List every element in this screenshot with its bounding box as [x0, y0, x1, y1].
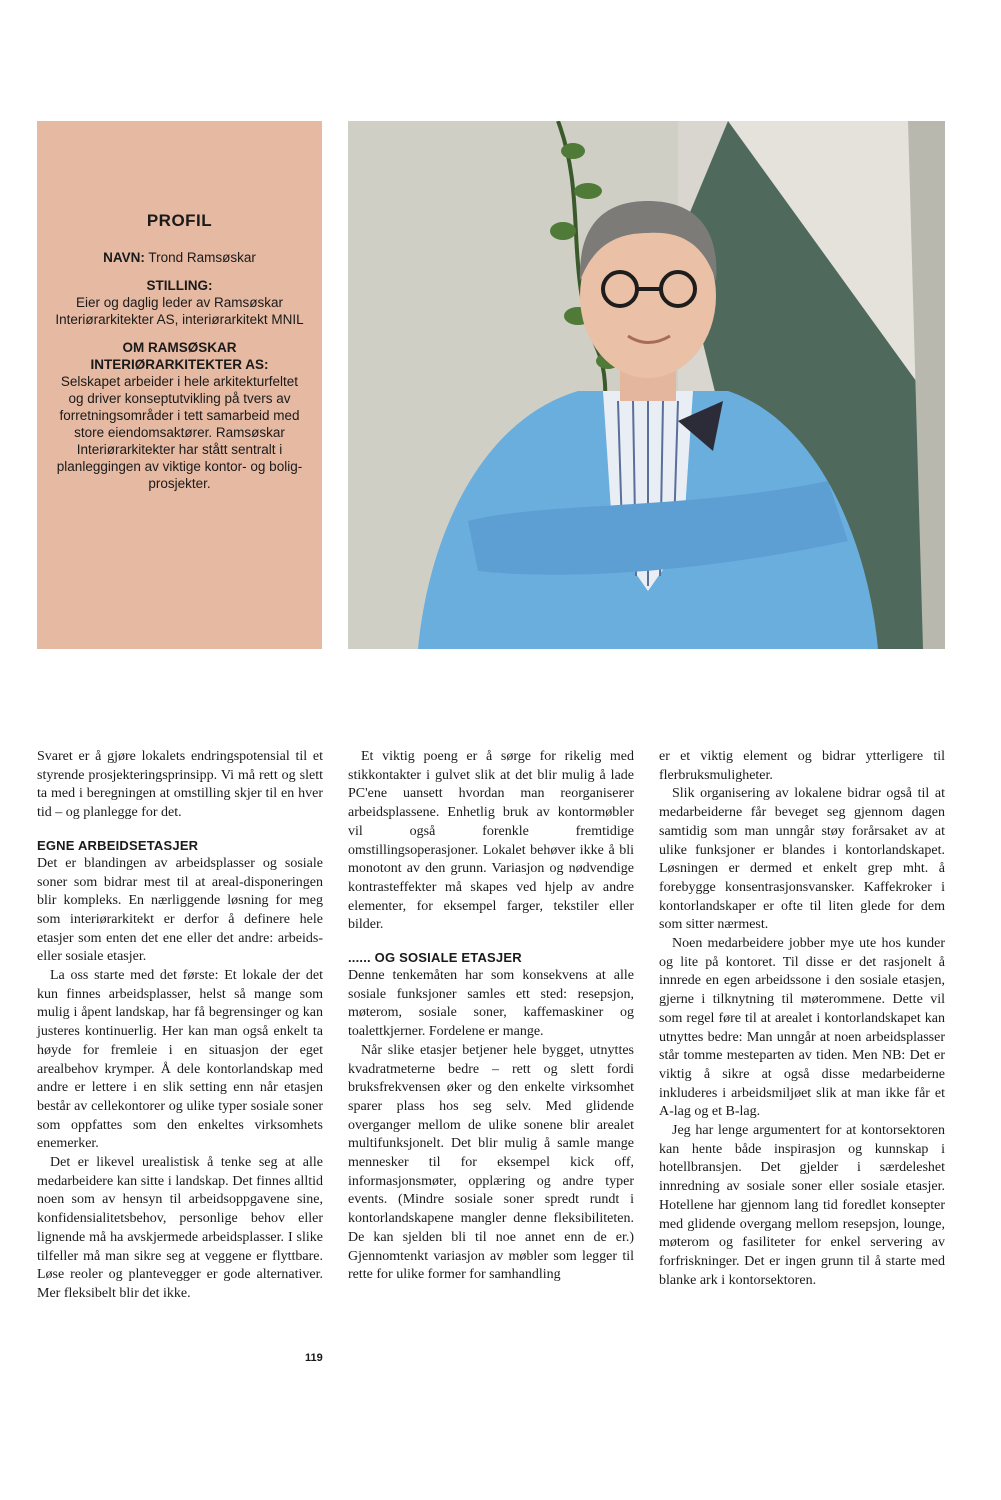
- portrait-photo: [348, 121, 945, 649]
- about-label: OM RAMSØSKAR INTERIØRARKITEKTER AS:: [90, 340, 269, 372]
- profile-box: [37, 121, 322, 649]
- paragraph: Når slike etasjer betjener hele bygget, utnyttes kvadratmeterne bedre – rett og slett fordi bruksfrekvensen øker og den enkelte virksomhet sparer plass hos seg selv. Med glidende overganger mellom de ulike sonene blir arealet multifunksjonelt. Det blir mulig å samle mange mennesker til for eksempel kick off, informasjonsmøter, opplæring og andre typer events. (Mindre sosiale soner spredt rundt i kontorlandskapene mangler denne fleksibiliteten. De kan sjelden bli til noe annet enn de er.) Gjennomtenkt variasjon av møbler som legger til rette for ulike former for samhandling: [348, 1042, 634, 1283]
- name-label: NAVN:: [103, 250, 145, 265]
- profile-about: [55, 339, 304, 492]
- article-column-1: [37, 748, 323, 1304]
- section-heading: ...... OG SOSIALE ETASJER: [348, 950, 522, 966]
- paragraph: Et viktig poeng er å sørge for rikelig med stikkontakter i gulvet slik at det blir mulig å lade PC'ene uansett hvordan man reorganiserer arbeidsplassene. Enhetlig bruk av kontormøbler vil også forenkle fremtidige omstillingsoperasjoner. Lokalet behøver ikke å bli monotont av den grunn. Variasjon og nødvendige kontrasteffekter må skapes ved hjelp av andre elementer, for eksempel farger, tekstiler eller bilder.: [348, 749, 634, 933]
- article-column-3: [659, 748, 945, 1290]
- article-column-2: [348, 748, 634, 1285]
- page-number: 119: [305, 1352, 323, 1364]
- paragraph: Noen medarbeidere jobber mye ute hos kunder og lite på kontoret. Til disse er det rasjonelt å innrede en egen arbeidssone i den sosiale etasjen, gjerne i tilknytning til møterommene. Dette vil som regel føre til at arealet i kontorlandskapet kan utnyttes bedre: Man unngår at noen arbeidsplasser står tomme mesteparten av tiden. Men NB: Det er viktig å sikre at også disse medarbeiderne inkluderes i arbeidsmiljøet slik at man ikke får et A-lag og et B-lag.: [659, 936, 945, 1120]
- paragraph: Det er likevel urealistisk å tenke seg at alle medarbeidere kan sitte i landskap. Det finnes alltid noen som av hensyn til arbeidsoppgavene sine, konfidensialitetsbehov, personlige behov eller lignende må ha avskjermede arbeidsplasser. I slike tilfeller må man sikre seg at veggene er flyttbare. Løse reoler og plantevegger er gode alternativer. Mer fleksibelt blir det ikke.: [37, 1155, 323, 1301]
- profile-name: [55, 249, 304, 266]
- portrait-illustration: [348, 121, 945, 649]
- paragraph: La oss starte med det første: Et lokale der det kun finnes arbeidsplasser, helst så mange som mulig i åpent landskap, har få begrensinger og kan justeres kontinuerlig. Her kan man også enkelt ta høyde for fremleie i en situasjon der eget arealbehov krymper. Å dele kontorlandskap med andre er lettere i en slik setting enn når etasjen består av cellekontorer og ulike typer sosiale soner som oppfattes som den enkeltes virksomhets enemerker.: [37, 968, 323, 1152]
- paragraph: Svaret er å gjøre lokalets endringspotensial til et styrende prosjekteringsprinsipp. Vi må rett og slett ta med i beregningen at omstilling skjer til en hver tid – og planlegge for det.: [37, 749, 323, 821]
- about-value: Selskapet arbeider i hele arkitekturfeltet og driver konseptutvikling på tvers av forretningsområder i tett samarbeid med store eiendomsaktører. Ramsøskar Interiørarkitekter har stått sentralt i planleggingen av viktige kontor- og bolig-prosjekter.: [56, 374, 303, 491]
- profile-position: [55, 277, 304, 328]
- name-value: Trond Ramsøskar: [148, 250, 256, 265]
- paragraph: Slik organisering av lokalene bidrar også til at medarbeiderne får beveget seg gjennom dagen samtidig som man unngår støy forårsaket av at ulike funksjoner er blandes i kontorlandskapet. Løsningen er dermed et enkelt grep mht. å forebygge konsentrasjonsvansker. Kaffekroker i kontorlandskaper er ofte til liten glede for dem som sitter nærmest.: [659, 786, 945, 933]
- paragraph: Denne tenkemåten har som konsekvens at alle sosiale funksjoner samles ett sted: resepsjon, møterom, sosiale soner, kaffemaskiner og toalettkjerner. Fordelene er mange.: [348, 968, 634, 1040]
- profile-title: PROFIL: [146, 211, 213, 230]
- position-label: STILLING:: [146, 278, 213, 293]
- section-heading: EGNE ARBEIDSETASJER: [37, 837, 199, 853]
- paragraph: Det er blandingen av arbeidsplasser og sosiale soner som bidrar mest til at areal-disponeringen blir kompleks. En nærliggende løsning for meg som interiørarkitekt er derfor å definere hele etasjer som enten det ene eller det andre: arbeids- eller sosiale etasjer.: [37, 855, 323, 965]
- position-value: Eier og daglig leder av Ramsøskar Interiørarkitekter AS, interiørarkitekt MNIL: [55, 295, 304, 327]
- paragraph: er et viktig element og bidrar ytterligere til flerbruksmuligheter.: [659, 749, 945, 783]
- paragraph: Jeg har lenge argumentert for at kontorsektoren kan hente både inspirasjon og kunnskap i hotellbransjen. Det gjelder i særdeleshet innredning av sosiale soner eller sosiale etasjer. Hotellene har gjennom lang tid foredlet konsepter med glidende overgang mellom resepsjon, lounge, møterom og fasiliteter for enkel servering av forfriskninger. Det er ingen grunn til å starte med blanke ark i kontorsektoren.: [659, 1123, 945, 1288]
